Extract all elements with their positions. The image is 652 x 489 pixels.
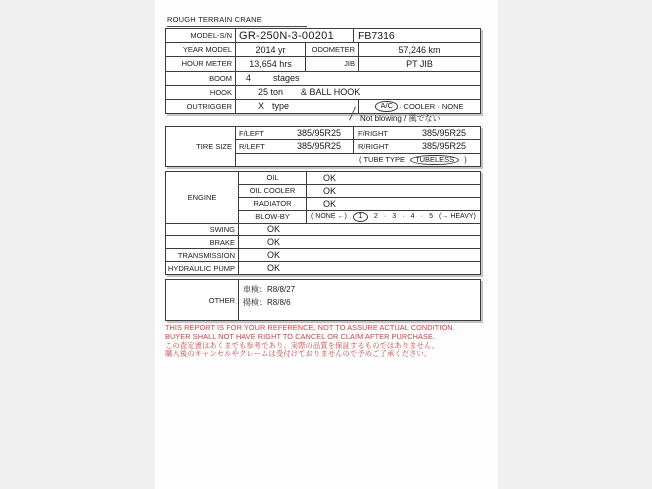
crane-inspection-date-line: 揚検：R8/8/6 — [243, 298, 291, 307]
radiator-value: OK — [323, 198, 337, 209]
transmission-value: OK — [267, 250, 281, 261]
radiator-row — [239, 198, 480, 211]
front-right-value: 385/95R25 — [421, 128, 467, 139]
engine-label: ENGINE — [166, 172, 239, 223]
hour-row — [166, 57, 480, 71]
hook-value: 25 ton — [258, 87, 284, 98]
rear-right-label: R/RIGHT — [358, 141, 389, 151]
swing-label: SWING — [166, 224, 239, 236]
rear-left-cell — [236, 140, 354, 152]
tire-rows — [236, 127, 480, 166]
hook-row — [166, 86, 480, 100]
rear-left-value: 385/95R25 — [296, 141, 342, 152]
oil-value: OK — [323, 172, 337, 183]
hook-label: HOOK — [166, 86, 236, 99]
odometer-label: ODOMETER — [306, 43, 359, 56]
ac-options: · COOLER · NONE — [398, 101, 464, 111]
outrigger-row — [166, 100, 480, 113]
boom-row — [166, 72, 480, 86]
brake-row — [166, 236, 480, 249]
other-body — [239, 280, 480, 320]
blowby-sep-icon: · — [420, 213, 423, 221]
front-left-value: 385/95R25 — [296, 128, 342, 139]
hydraulic-pump-label: HYDRAULIC PUMP — [166, 262, 239, 274]
other-table — [165, 279, 481, 321]
ac-note: Not blowing / 風でない — [360, 114, 441, 123]
radiator-label: RADIATOR — [239, 198, 307, 210]
jib-value: PT JIB — [406, 58, 433, 69]
tubeless-circle: TUBELESS — [410, 155, 459, 166]
boom-value: 4 — [246, 73, 252, 84]
disclaimer-block — [165, 324, 491, 359]
boom-value-cell — [236, 72, 480, 85]
hook-value-cell — [236, 86, 480, 99]
tube-type-cell — [236, 154, 480, 166]
oil-row — [239, 172, 480, 185]
engine-table — [165, 171, 481, 275]
tube-type-row — [236, 154, 480, 166]
front-tire-row — [236, 127, 480, 140]
hook-note: & BALL HOOK — [301, 87, 361, 98]
transmission-row — [166, 249, 480, 262]
outrigger-value-cell — [236, 100, 359, 113]
blowby-selected-circle: 1 — [353, 212, 368, 222]
front-left-cell — [236, 127, 354, 139]
blowby-3: 3 — [392, 213, 397, 221]
ac-option-cell — [359, 100, 480, 113]
blowby-2: 2 — [373, 213, 378, 221]
jib-label: JIB — [306, 57, 359, 70]
spec-table — [165, 28, 481, 114]
oil-label: OIL — [239, 172, 307, 184]
model-label: MODEL-S/N — [166, 29, 236, 42]
year-value: 2014 yr — [236, 43, 306, 56]
boom-unit: stages — [273, 73, 300, 84]
disclaimer-line-jp-2: 購入後のキャンセルやクレームは受付けておりませんので予めご了承ください。 — [165, 349, 432, 359]
oil-cooler-label: OIL COOLER — [239, 185, 307, 197]
ac-selected-circle: A/C — [375, 101, 398, 112]
disclaimer-line-en-1: THIS REPORT IS FOR YOUR REFERENCE, NOT TO ASSURE ACTUAL CONDITION. — [165, 323, 455, 332]
swing-row — [166, 224, 480, 237]
front-right-label: F/RIGHT — [358, 128, 388, 138]
engine-rows — [239, 172, 480, 223]
model-row — [166, 29, 480, 43]
blowby-scale — [307, 211, 480, 223]
serial-value: FB7316 — [358, 29, 395, 42]
blowby-sep-icon: · — [402, 213, 405, 221]
tube-type-label: ( TUBE TYPE — [359, 155, 405, 165]
blowby-sep-icon: · — [383, 213, 387, 221]
engine-block — [166, 172, 480, 224]
blowby-suffix: (→ HEAVY) — [439, 213, 476, 221]
blowby-5: 5 — [429, 213, 433, 221]
outrigger-label: OUTRIGGER — [166, 100, 236, 113]
other-label: OTHER — [166, 280, 239, 320]
check-block — [166, 224, 480, 275]
disclaimer-line-en-2: BUYER SHALL NOT HAVE RIGHT TO CANCEL OR CLAIM AFTER PURCHASE. — [165, 331, 436, 341]
brake-value: OK — [267, 237, 281, 248]
transmission-label: TRANSMISSION — [166, 249, 239, 261]
blowby-label: BLOW-BY — [239, 211, 307, 223]
disclaimer-line-jp-1: この査定書はあくまでも参考であり、実際の品質を保証するものではありません。 — [165, 340, 440, 350]
front-left-label: F/LEFT — [239, 128, 265, 138]
blowby-4: 4 — [410, 213, 415, 221]
report-page — [155, 0, 498, 489]
rear-tire-row — [236, 140, 480, 153]
outrigger-unit: type — [272, 101, 290, 112]
oil-cooler-row — [239, 185, 480, 198]
brake-label: BRAKE — [166, 236, 239, 248]
rear-right-value: 385/95R25 — [421, 141, 467, 152]
hour-meter-label: HOUR METER — [166, 57, 236, 70]
hydraulic-pump-row — [166, 262, 480, 274]
swing-value: OK — [267, 224, 281, 235]
model-value: GR-250N-3-00201 — [236, 29, 354, 42]
odometer-value: 57,246 km — [398, 44, 441, 55]
hour-meter-value: 13,654 hrs — [236, 57, 306, 70]
oil-cooler-value: OK — [323, 185, 337, 196]
outrigger-value: X — [258, 101, 265, 112]
tire-table — [165, 126, 481, 167]
blowby-prefix: ( NONE ←) — [311, 213, 347, 221]
boom-label: BOOM — [166, 72, 236, 85]
inspection-date-line: 車検：R8/8/27 — [243, 285, 296, 294]
blowby-row — [239, 211, 480, 223]
hydraulic-pump-value: OK — [267, 263, 281, 274]
tube-type-close: ) — [464, 155, 467, 165]
tire-size-label: TIRE SIZE — [166, 127, 236, 166]
rear-right-cell — [354, 140, 480, 152]
year-row — [166, 43, 480, 57]
front-right-cell — [354, 127, 480, 139]
year-label: YEAR MODEL — [166, 43, 236, 56]
rear-left-label: R/LEFT — [239, 141, 265, 151]
report-title: ROUGH TERRAIN CRANE — [167, 15, 307, 27]
